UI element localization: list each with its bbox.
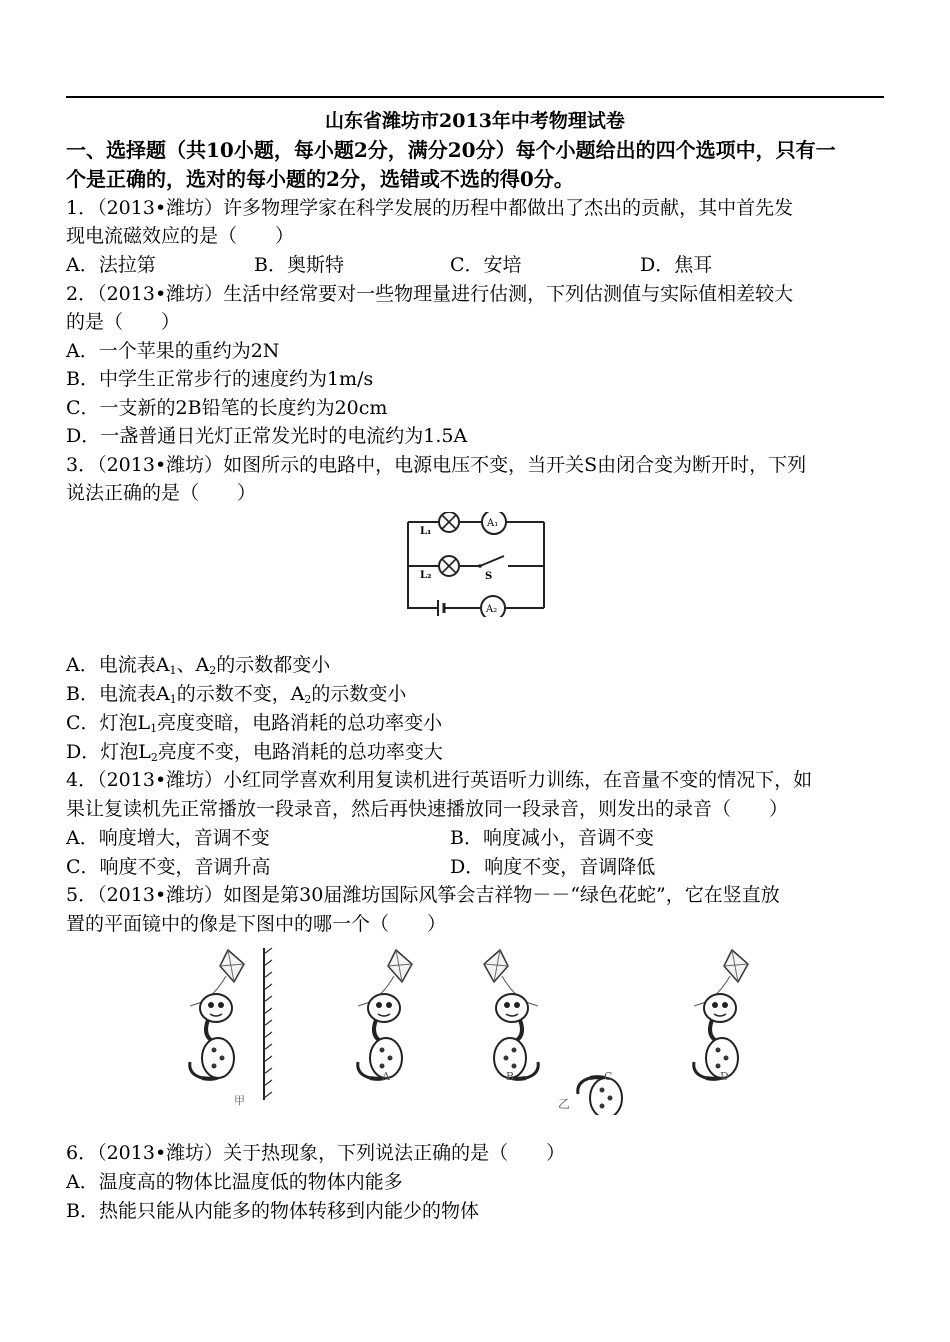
q4-option-c: C．响度不变，音调升高 [66,856,271,878]
q6-stem-line1: 6．（2013•潍坊）关于热现象，下列说法正确的是（ ） [66,1142,566,1164]
q3-stem-line2: 说法正确的是（ ） [66,482,257,504]
q2-option-b: B．中学生正常步行的速度约为1m/s [66,368,374,390]
ammeter-a2-label: A₂ [486,604,498,615]
q5-stem-line1: 5．（2013•潍坊）如图是第30届潍坊国际风筝会吉祥物－－“绿色花蛇”，它在竖直放 [66,884,780,906]
figure-label-a: A [382,1070,390,1083]
q3-option-c: C．灯泡$L_1$亮度变暗，电路消耗的总功率变小 [66,712,443,735]
q4-option-a: A．响度增大，音调不变 [66,827,270,849]
section-heading-line1: 一、选择题（共10小题，每小题2分，满分20分）每个小题给出的四个选项中，只有一 [66,138,836,162]
q2-option-d: D．一盏普通日光灯正常发光时的电流约为1.5A [66,425,468,447]
switch-s-label: S [485,571,493,582]
q1-stem-line2: 现电流磁效应的是（ ） [66,225,295,247]
mirror-hatching [264,948,272,1098]
q5-stem-line2: 置的平面镜中的像是下图中的哪一个（ ） [66,913,447,935]
snake-option-d-image [694,950,748,1079]
switch-s-icon [480,556,504,566]
q2-stem-line1: 2．（2013•潍坊）生活中经常要对一些物理量进行估测，下列估测值与实际值相差较大 [66,283,794,305]
figure-label-jia: 甲 [234,1094,245,1107]
page-title: 山东省潍坊市2013年中考物理试卷 [325,110,625,132]
snake-option-b-image [484,950,538,1079]
q6-option-a: A．温度高的物体比温度低的物体内能多 [66,1171,403,1193]
q1-stem-line1: 1．（2013•潍坊）许多物理学家在科学发展的历程中都做出了杰出的贡献，其中首先发 [66,197,794,219]
lamp-l2-label: L₂ [420,570,432,581]
figure-label-c: C [604,1070,613,1083]
q1-option-a: A．法拉第 [66,254,156,276]
header-rule [66,96,884,98]
q1-option-d: D．焦耳 [640,254,713,276]
section-heading-line2: 个是正确的，选对的每小题的2分，选错或不选的得0分。 [66,167,574,191]
figure-label-b: B [506,1070,515,1083]
q2-stem-line2: 的是（ ） [66,311,181,333]
figure-label-yi: 乙 [558,1097,571,1111]
q4-stem-line1: 4．（2013•潍坊）小红同学喜欢利用复读机进行英语听力训练，在音量不变的情况下，如 [66,769,813,791]
snake-mirror-figure [148,940,802,1115]
q4-option-d: D．响度不变，音调降低 [450,856,656,878]
q6-option-b: B．热能只能从内能多的物体转移到内能少的物体 [66,1200,479,1222]
snake-original-image [190,950,244,1079]
q2-option-a: A．一个苹果的重约为2N [66,340,280,362]
ammeter-a1-label: A₁ [487,518,499,529]
q4-option-b: B．响度减小，音调不变 [450,827,654,849]
figure-label-d: D [720,1070,729,1083]
q1-option-c: C．安培 [450,254,522,276]
lamp-l1-label: L₁ [420,526,432,537]
q3-option-a: A．电流表$A_1$、$A_2$的示数都变小 [66,654,331,677]
q2-option-c: C．一支新的2B铅笔的长度约为20cm [66,397,388,419]
q4-stem-line2: 果让复读机先正常播放一段录音，然后再快速播放同一段录音，则发出的录音（ ） [66,798,789,820]
q3-option-d: D．灯泡$L_2$亮度不变，电路消耗的总功率变大 [66,741,443,764]
snake-option-a-image [358,950,412,1079]
q1-option-b: B．奥斯特 [254,254,344,276]
q3-option-b: B．电流表$A_1$的示数不变，$A_2$的示数变小 [66,683,407,706]
q3-stem-line1: 3．（2013•潍坊）如图所示的电路中，电源电压不变，当开关S由闭合变为断开时，下列 [66,454,807,476]
circuit-diagram [400,512,550,617]
